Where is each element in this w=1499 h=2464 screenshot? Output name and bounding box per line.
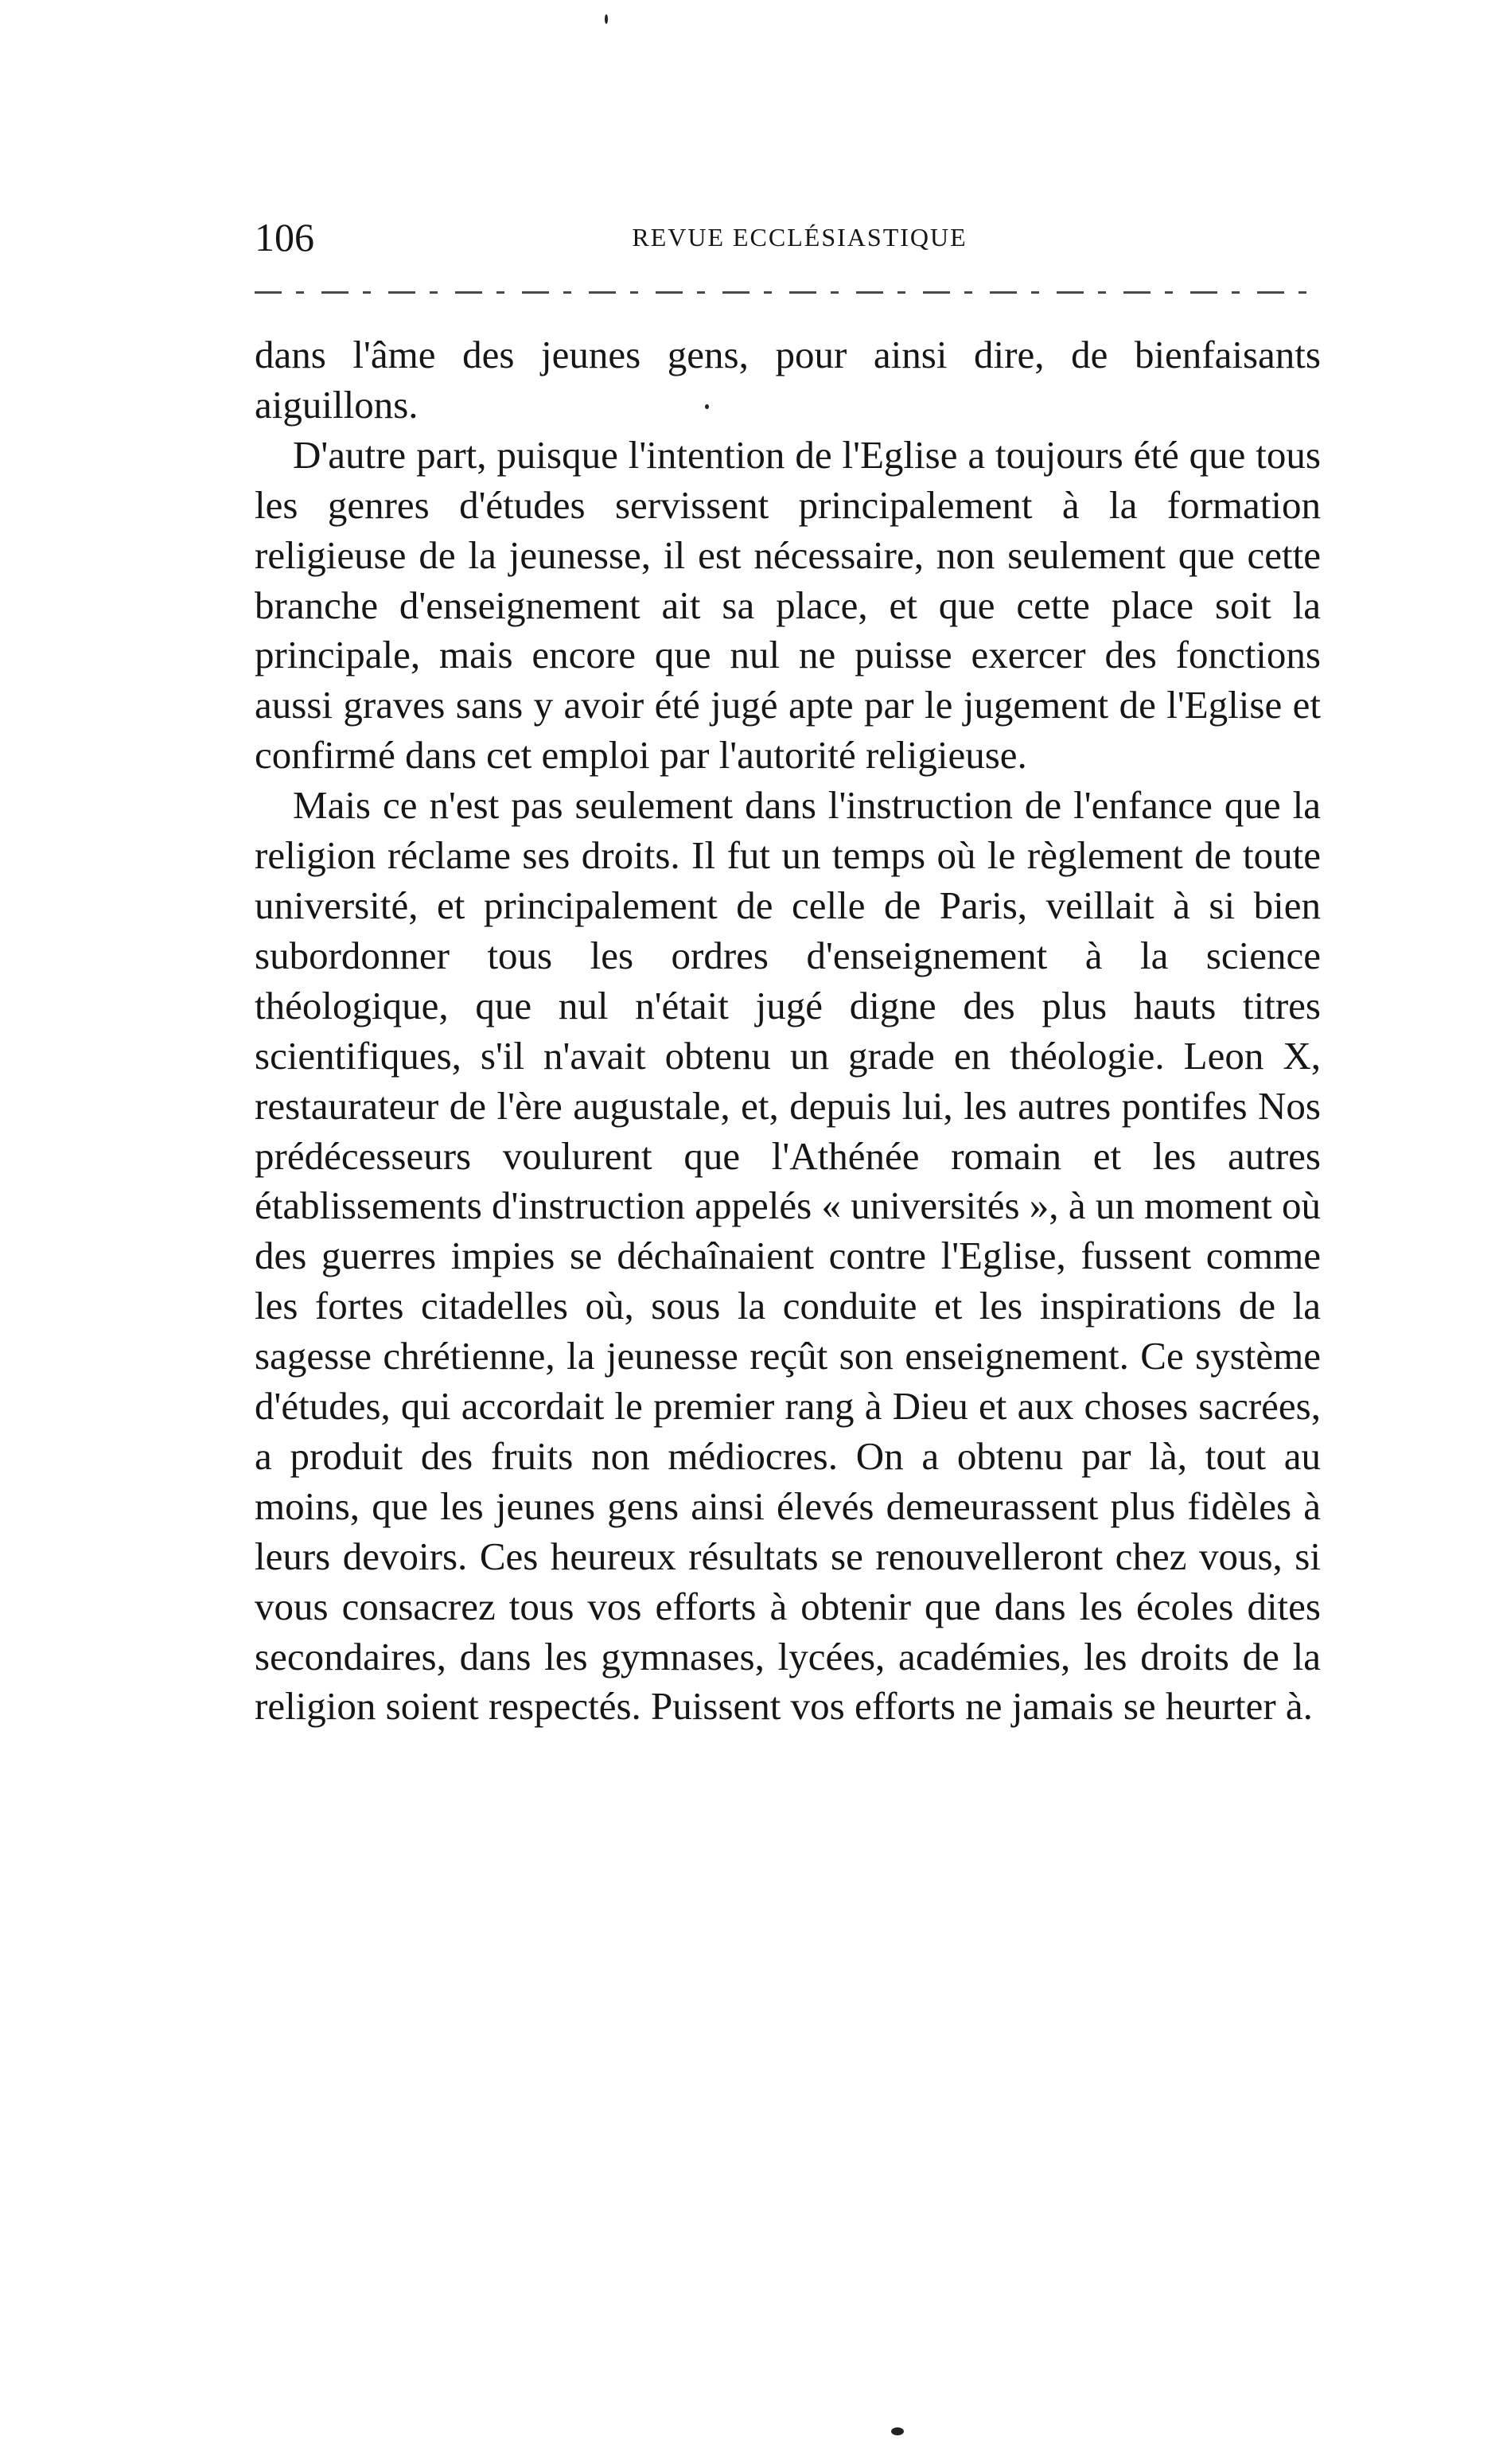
header-rule xyxy=(255,291,1321,294)
paragraph-universities: Mais ce n'est pas seulement dans l'instruction de l'enfance que la religion réclame ses droits. Il fut un temps où le règlement de toute université, et principalement de celle de Paris, veillait à si bien subordonner tous les ordres d'enseignement à la science théologique, que nul n'était jugé digne des plus hauts titres scientifiques, s'il n'avait obtenu un grade en théologie. Leon X, restaurateur de l'ère augustale, et, depuis lui, les autres pontifes Nos prédécesseurs voulurent que l'Athénée romain et les autres établissements d'instruction appelés « universités », à un moment où des guerres impies se déchaînaient contre l'Eglise, fussent comme les fortes citadelles où, sous la conduite et les inspirations de la sagesse chrétienne, la jeunesse reçût son enseignement. Ce système d'études, qui accordait le premier rang à Dieu et aux choses sacrées, a produit des fruits non médiocres. On a obtenu par là, tout au moins, que les jeunes gens ainsi élevés demeurassent plus fidèles à leurs devoirs. Ces heureux résultats se renouvelleront chez vous, si vous consacrez tous vos efforts à obtenir que dans les écoles dites secondaires, dans les gymnases, lycées, académies, les droits de la religion soient respectés. Puissent vos efforts ne jamais se heurter à. xyxy=(255,783,1321,1729)
ink-speck xyxy=(705,404,709,409)
body-text xyxy=(255,330,1321,1732)
running-head xyxy=(255,209,1321,266)
journal-title: REVUE ECCLÉSIASTIQUE xyxy=(632,223,968,251)
ink-speck xyxy=(891,2427,904,2435)
page-number: 106 xyxy=(255,215,314,259)
paragraph-religious-formation: D'autre part, puisque l'intention de l'Eglise a toujours été que tous les genres d'études servissent principalement à la formation religieuse de la jeunesse, il est nécessaire, non seulement que cette branche d'enseignement ait sa place, et que cette place soit la principale, mais encore que nul ne puisse exercer des fonctions aussi graves sans y avoir été jugé apte par le jugement de l'Eglise et confirmé dans cet emploi par l'autorité religieuse. xyxy=(255,432,1321,778)
ink-speck xyxy=(605,14,608,24)
paragraph-continuation: dans l'âme des jeunes gens, pour ainsi dire, de bienfaisants aiguillons. xyxy=(255,333,1321,427)
